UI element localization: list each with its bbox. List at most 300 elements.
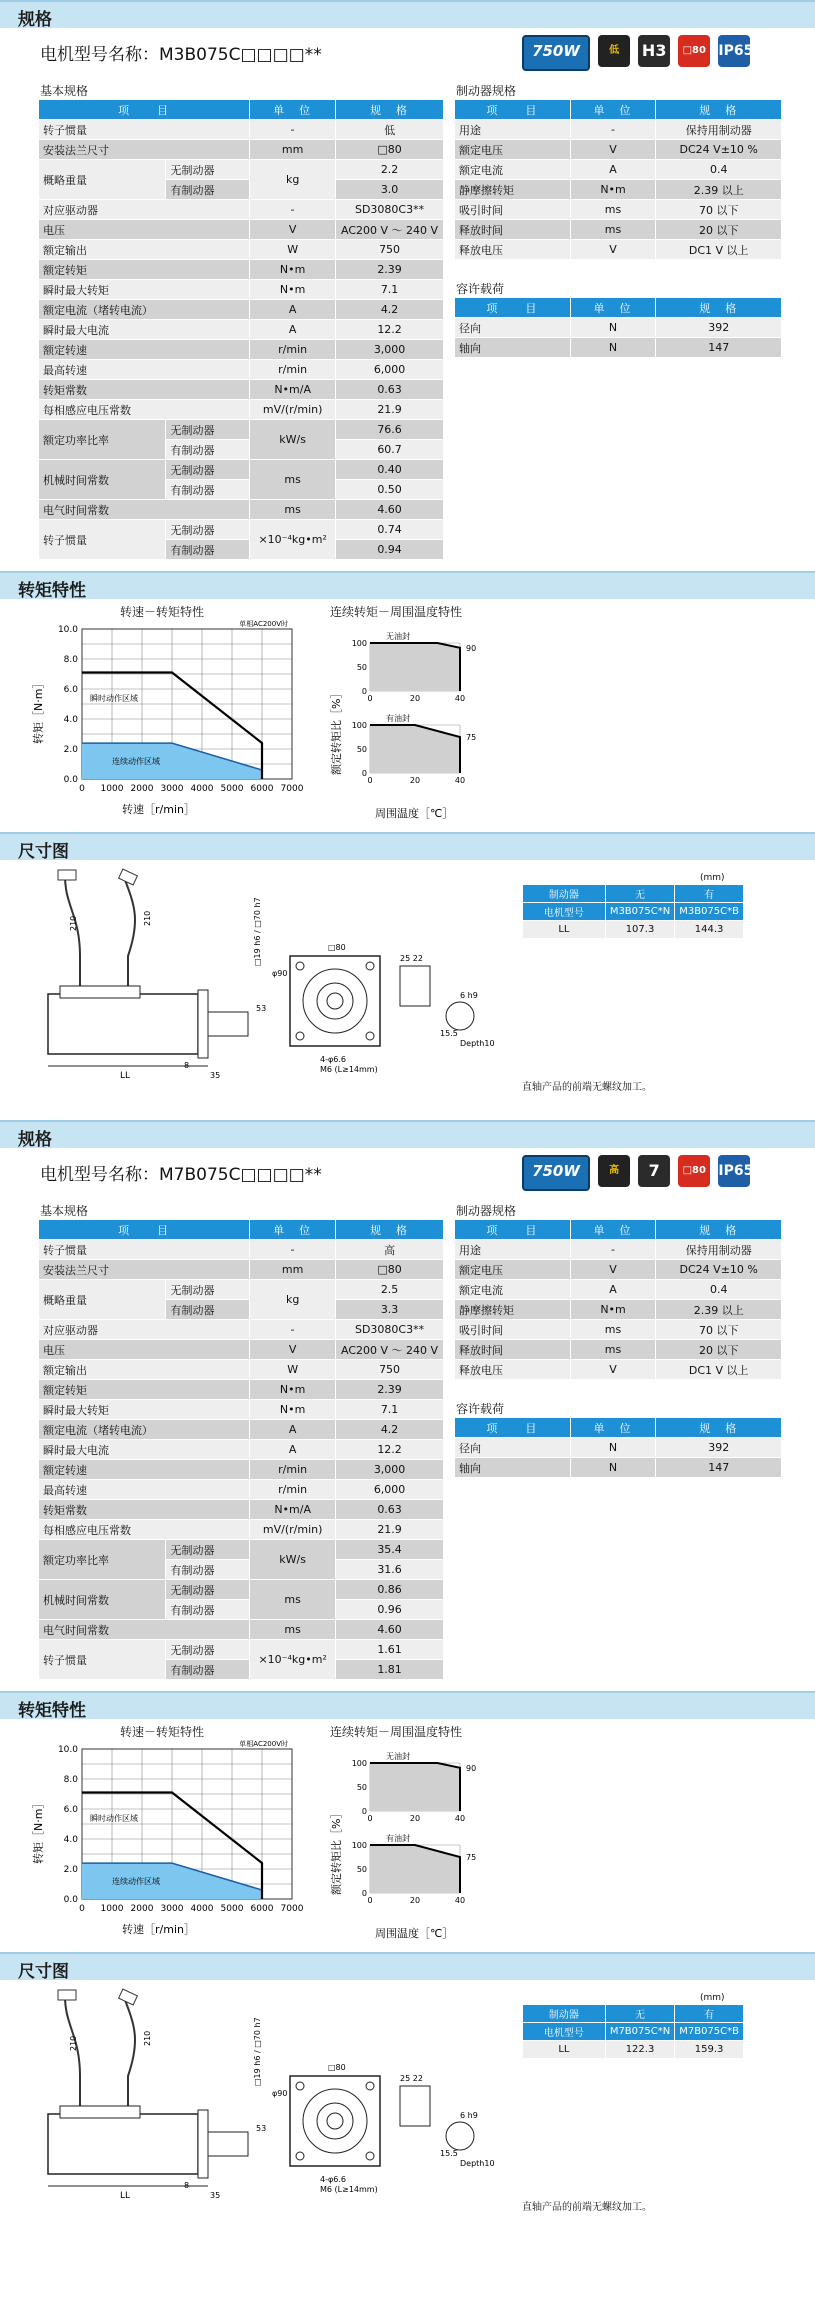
row-unit: r/min <box>250 360 336 380</box>
svg-text:LL: LL <box>120 2191 131 2201</box>
row-unit: - <box>250 200 336 220</box>
row-spec: 1.81 <box>336 1660 444 1680</box>
col-unit: 单 位 <box>570 1220 656 1240</box>
row-unit: mV/(r/min) <box>250 1520 336 1540</box>
row-unit: A <box>250 1440 336 1460</box>
dim-model-without: M7B075C*N <box>605 2023 674 2041</box>
brake-spec-table <box>454 99 782 260</box>
table-row <box>39 1480 444 1500</box>
table-row <box>39 1320 444 1340</box>
col-spec: 规 格 <box>656 298 782 318</box>
row-spec: 12.2 <box>336 320 444 340</box>
row-sub: 有制动器 <box>166 480 250 500</box>
row-item: 转矩常数 <box>39 1500 250 1520</box>
svg-text:□80: □80 <box>328 943 346 952</box>
shaft <box>208 1012 248 1036</box>
brake-spec-title: 制动器规格 <box>456 84 517 98</box>
row-spec: 4.60 <box>336 1620 444 1640</box>
row-item: 轴向 <box>455 1458 571 1478</box>
svg-text:φ90: φ90 <box>272 969 288 978</box>
y-tick-label: 0 <box>361 1889 367 1898</box>
h-badge: H3 <box>638 35 670 67</box>
row-spec: AC200 V ～ 240 V <box>336 220 444 240</box>
table-row <box>455 240 782 260</box>
y-tick-label: 0 <box>361 687 367 696</box>
row-spec: 2.2 <box>336 160 444 180</box>
dimension-note: 直轴产品的前端无螺纹加工。 <box>522 1082 652 1093</box>
row-unit: V <box>570 240 656 260</box>
x-axis-label: 周围温度［℃］ <box>375 807 454 820</box>
row-unit: mV/(r/min) <box>250 400 336 420</box>
row-spec: 750 <box>336 1360 444 1380</box>
svg-text:□80: □80 <box>328 2063 346 2072</box>
row-unit: kW/s <box>250 1540 336 1580</box>
row-item: 转子惯量 <box>39 120 250 140</box>
x-tick-label: 6000 <box>250 784 274 794</box>
x-tick-label: 3000 <box>160 784 184 794</box>
x-tick-label: 20 <box>409 1814 421 1823</box>
col-unit: 单 位 <box>570 298 656 318</box>
table-row <box>455 1260 782 1280</box>
col-item: 项 目 <box>39 100 250 120</box>
y-tick-label: 10.0 <box>57 625 78 635</box>
table-row <box>39 1280 444 1300</box>
y-tick-label: 100 <box>351 639 367 648</box>
row-spec: 低 <box>336 120 444 140</box>
limit-label: 90 <box>466 1763 477 1773</box>
row-item: 释放时间 <box>455 220 571 240</box>
row-unit: N•m <box>250 280 336 300</box>
x-tick-label: 4000 <box>190 784 214 794</box>
model-name: 电机型号名称：M7B075C□□□□** <box>40 1165 322 1185</box>
col-unit: 单 位 <box>570 1418 656 1438</box>
row-unit: A <box>570 1280 656 1300</box>
row-spec: 3,000 <box>336 1460 444 1480</box>
dimension-section-header <box>0 832 815 860</box>
row-unit: - <box>570 1240 656 1260</box>
table-row <box>39 500 444 520</box>
svg-text:6 h9: 6 h9 <box>460 991 478 1000</box>
table-row <box>455 1360 782 1380</box>
limit-label: 75 <box>466 733 477 742</box>
row-spec: 20 以下 <box>656 220 782 240</box>
table-row <box>39 520 444 540</box>
row-unit: ms <box>570 1340 656 1360</box>
single-phase-note: 单相AC200V时 <box>239 1740 288 1748</box>
seal-label: 无油封 <box>386 1752 410 1761</box>
row-spec: DC24 V±10 % <box>656 1260 782 1280</box>
col-spec: 规 格 <box>336 100 444 120</box>
row-spec: 0.4 <box>656 1280 782 1300</box>
dim-model-with: M7B075C*B <box>675 2023 744 2041</box>
svg-text:LL: LL <box>120 1071 131 1081</box>
single-phase-note: 单相AC200V时 <box>239 620 288 628</box>
row-spec: 392 <box>656 318 782 338</box>
table-row <box>39 1620 444 1640</box>
col-unit: 单 位 <box>570 100 656 120</box>
row-spec: 147 <box>656 338 782 358</box>
row-unit: r/min <box>250 1480 336 1500</box>
row-spec: 70 以下 <box>656 1320 782 1340</box>
row-spec: 31.6 <box>336 1560 444 1580</box>
row-spec: 0.96 <box>336 1600 444 1620</box>
x-tick-label: 6000 <box>250 1904 274 1914</box>
chart2-title: 连续转矩－周围温度特性 <box>330 605 463 619</box>
row-item: 安装法兰尺寸 <box>39 140 250 160</box>
section-title: 规格 <box>18 1130 52 1150</box>
row-item: 转子惯量 <box>39 520 166 560</box>
x-tick-label: 5000 <box>220 1904 244 1914</box>
table-row <box>455 200 782 220</box>
y-tick-label: 100 <box>351 1759 367 1768</box>
x-tick-label: 20 <box>409 1896 421 1905</box>
row-unit: A <box>250 320 336 340</box>
col-unit: 单 位 <box>250 1220 336 1240</box>
row-item: 电压 <box>39 1340 250 1360</box>
section-title: 尺寸图 <box>18 842 69 862</box>
shaft <box>208 2132 248 2156</box>
svg-text:M6 (L≥14mm): M6 (L≥14mm) <box>320 1065 378 1074</box>
row-spec: 12.2 <box>336 1440 444 1460</box>
row-unit: ms <box>250 500 336 520</box>
x-tick-label: 5000 <box>220 784 244 794</box>
y-tick-label: 0.0 <box>63 1895 78 1905</box>
row-item: 瞬时最大电流 <box>39 320 250 340</box>
x-tick-label: 2000 <box>130 1904 154 1914</box>
power-badge: 750W <box>522 1155 590 1191</box>
row-unit: V <box>570 140 656 160</box>
row-item: 额定电流（堵转电流） <box>39 300 250 320</box>
row-unit: V <box>250 220 336 240</box>
row-spec: 0.74 <box>336 520 444 540</box>
row-spec: 6,000 <box>336 360 444 380</box>
seal-label: 无油封 <box>386 632 410 641</box>
unit-label: (mm) <box>700 873 725 883</box>
table-header <box>39 1220 444 1240</box>
col-item: 项 目 <box>455 298 571 318</box>
row-item: 用途 <box>455 120 571 140</box>
row-unit: ms <box>250 460 336 500</box>
row-item: 额定电流 <box>455 1280 571 1300</box>
table-row <box>39 1540 444 1560</box>
spec-section-header <box>0 1120 815 1148</box>
svg-text:6 h9: 6 h9 <box>460 2111 478 2120</box>
row-item: 转子惯量 <box>39 1640 166 1680</box>
table-row <box>39 1440 444 1460</box>
dim-row-ll: LL <box>523 2041 606 2059</box>
dimension-note: 直轴产品的前端无螺纹加工。 <box>522 2202 652 2213</box>
temp-area <box>370 1845 460 1893</box>
allowable-load-title: 容许载荷 <box>456 282 505 296</box>
svg-text:35: 35 <box>210 2191 221 2200</box>
y-tick-label: 50 <box>356 1783 367 1792</box>
brake-spec-table <box>454 1219 782 1380</box>
row-unit: ms <box>570 220 656 240</box>
dim-row-model: 电机型号 <box>523 903 606 921</box>
row-spec: AC200 V ～ 240 V <box>336 1340 444 1360</box>
row-spec: SD3080C3** <box>336 200 444 220</box>
inertia-badge: 高 <box>598 1155 630 1187</box>
row-spec: 0.50 <box>336 480 444 500</box>
row-spec: 0.86 <box>336 1580 444 1600</box>
svg-text:□19 h6 / □70 h7: □19 h6 / □70 h7 <box>253 897 262 966</box>
col-unit: 单 位 <box>250 100 336 120</box>
table-row <box>39 1580 444 1600</box>
instant-region-label: 瞬时动作区域 <box>90 1814 138 1823</box>
row-sub: 有制动器 <box>166 1660 250 1680</box>
y-tick-label: 10.0 <box>57 1745 78 1755</box>
x-tick-label: 7000 <box>280 784 304 794</box>
table-row <box>39 140 444 160</box>
table-row <box>523 2041 744 2059</box>
table-row <box>39 1340 444 1360</box>
dim-col-without: 无 <box>605 2005 674 2023</box>
row-item: 额定功率比率 <box>39 1540 166 1580</box>
row-item: 最高转速 <box>39 360 250 380</box>
row-spec: 4.2 <box>336 300 444 320</box>
table-row <box>455 1320 782 1340</box>
svg-text:8: 8 <box>184 1061 190 1070</box>
row-spec: 21.9 <box>336 1520 444 1540</box>
row-unit: ms <box>570 200 656 220</box>
row-unit: N•m/A <box>250 1500 336 1520</box>
svg-text:53: 53 <box>256 1004 267 1013</box>
row-unit: N•m <box>250 1380 336 1400</box>
svg-text:15.5: 15.5 <box>440 1029 458 1038</box>
table-row <box>455 338 782 358</box>
table-row <box>39 1380 444 1400</box>
dimension-section-header <box>0 1952 815 1980</box>
x-tick-label: 4000 <box>190 1904 214 1914</box>
row-sub: 无制动器 <box>166 1580 250 1600</box>
brake-spec-title: 制动器规格 <box>456 1204 517 1218</box>
size-badge: □80 <box>678 1155 710 1187</box>
row-unit: V <box>570 1260 656 1280</box>
x-tick-label: 0 <box>79 784 85 794</box>
dimension-table <box>522 884 744 939</box>
size-badge: □80 <box>678 35 710 67</box>
y-tick-label: 4.0 <box>63 715 78 725</box>
table-row <box>455 180 782 200</box>
row-sub: 有制动器 <box>166 1560 250 1580</box>
limit-label: 90 <box>466 643 477 653</box>
row-item: 额定转速 <box>39 1460 250 1480</box>
row-unit: N <box>570 1438 656 1458</box>
row-spec: 2.39 <box>336 1380 444 1400</box>
table-row <box>39 1460 444 1480</box>
row-sub: 有制动器 <box>166 1600 250 1620</box>
basic-spec-title: 基本规格 <box>40 1204 89 1218</box>
row-item: 每相感应电压常数 <box>39 400 250 420</box>
row-item: 额定转速 <box>39 340 250 360</box>
x-tick-label: 40 <box>454 1814 466 1823</box>
row-item: 电气时间常数 <box>39 500 250 520</box>
dim-row-ll: LL <box>523 921 606 939</box>
h-badge: 7 <box>638 1155 670 1187</box>
row-item: 瞬时最大电流 <box>39 1440 250 1460</box>
x-tick-label: 7000 <box>280 1904 304 1914</box>
row-sub: 无制动器 <box>166 520 250 540</box>
row-spec: 76.6 <box>336 420 444 440</box>
table-header <box>39 100 444 120</box>
row-item: 机械时间常数 <box>39 1580 166 1620</box>
x-axis-label: 周围温度［℃］ <box>375 1927 454 1940</box>
continuous-region-label: 连续动作区域 <box>112 1877 160 1886</box>
row-unit: N <box>570 318 656 338</box>
unit-label: (mm) <box>700 1993 725 2003</box>
dim-row-model: 电机型号 <box>523 2023 606 2041</box>
row-spec: 20 以下 <box>656 1340 782 1360</box>
basic-spec-table <box>38 99 444 560</box>
row-spec: 2.39 以上 <box>656 180 782 200</box>
ip-badge: IP65 <box>718 1155 750 1187</box>
y-tick-label: 6.0 <box>63 685 78 695</box>
row-item: 轴向 <box>455 338 571 358</box>
row-item: 最高转速 <box>39 1480 250 1500</box>
section-title: 转矩特性 <box>18 1701 86 1721</box>
dim-model-without: M3B075C*N <box>605 903 674 921</box>
row-item: 每相感应电压常数 <box>39 1520 250 1540</box>
row-spec: 147 <box>656 1458 782 1478</box>
y-tick-label: 2.0 <box>63 1865 78 1875</box>
x-tick-label: 0 <box>367 776 373 785</box>
y-tick-label: 0 <box>361 769 367 778</box>
row-sub: 有制动器 <box>166 540 250 560</box>
table-header <box>455 1220 782 1240</box>
row-unit: ×10⁻⁴kg•m² <box>250 1640 336 1680</box>
row-spec: 1.61 <box>336 1640 444 1660</box>
torque-section-header <box>0 571 815 599</box>
x-tick-label: 1000 <box>100 1904 124 1914</box>
row-spec: 0.94 <box>336 540 444 560</box>
dim-ll-without: 107.3 <box>605 921 674 939</box>
row-item: 额定功率比率 <box>39 420 166 460</box>
row-spec: 21.9 <box>336 400 444 420</box>
y-axis-label: 转矩［N·m］ <box>32 1797 45 1864</box>
table-row <box>39 240 444 260</box>
y-tick-label: 50 <box>356 745 367 754</box>
row-spec: SD3080C3** <box>336 1320 444 1340</box>
table-row <box>39 300 444 320</box>
row-item: 静摩擦转矩 <box>455 180 571 200</box>
temp-area <box>370 643 460 691</box>
row-item: 额定电流（堵转电流） <box>39 1420 250 1440</box>
allowable-load-table <box>454 1417 782 1478</box>
speed-torque-chart <box>30 615 310 825</box>
row-sub: 有制动器 <box>166 180 250 200</box>
table-row <box>39 1400 444 1420</box>
row-unit: ms <box>570 1320 656 1340</box>
row-sub: 无制动器 <box>166 1640 250 1660</box>
row-item: 额定转矩 <box>39 1380 250 1400</box>
row-spec: 0.40 <box>336 460 444 480</box>
x-tick-label: 40 <box>454 776 466 785</box>
x-tick-label: 0 <box>367 1896 373 1905</box>
y-tick-label: 50 <box>356 1865 367 1874</box>
svg-text:25 22: 25 22 <box>400 2074 423 2083</box>
table-row <box>455 1240 782 1260</box>
row-item: 转矩常数 <box>39 380 250 400</box>
row-spec: 750 <box>336 240 444 260</box>
continuous-area <box>82 743 262 779</box>
svg-text:210: 210 <box>69 2035 78 2051</box>
row-item: 电气时间常数 <box>39 1620 250 1640</box>
row-unit: ×10⁻⁴kg•m² <box>250 520 336 560</box>
table-row <box>39 1240 444 1260</box>
row-item: 电压 <box>39 220 250 240</box>
table-row <box>39 1260 444 1280</box>
limit-label: 75 <box>466 1853 477 1862</box>
svg-text:□19 h6 / □70 h7: □19 h6 / □70 h7 <box>253 2017 262 2086</box>
table-row <box>39 1640 444 1660</box>
row-spec: 高 <box>336 1240 444 1260</box>
row-sub: 无制动器 <box>166 460 250 480</box>
row-unit: N•m <box>570 180 656 200</box>
row-spec: 0.63 <box>336 1500 444 1520</box>
y-tick-label: 8.0 <box>63 655 78 665</box>
svg-text:210: 210 <box>143 2030 152 2046</box>
row-spec: 70 以下 <box>656 200 782 220</box>
section-title: 规格 <box>18 10 52 30</box>
row-spec: 392 <box>656 1438 782 1458</box>
row-spec: □80 <box>336 140 444 160</box>
seal-label: 有油封 <box>386 1834 410 1843</box>
col-item: 项 目 <box>455 100 571 120</box>
table-row <box>39 1360 444 1380</box>
torque-section-header <box>0 1691 815 1719</box>
y-axis-label: 额定转矩比［%］ <box>330 1807 343 1895</box>
table-row <box>39 380 444 400</box>
table-header <box>455 298 782 318</box>
row-spec: 4.60 <box>336 500 444 520</box>
row-spec: 4.2 <box>336 1420 444 1440</box>
table-row <box>455 1300 782 1320</box>
row-spec: 3.0 <box>336 180 444 200</box>
row-unit: W <box>250 1360 336 1380</box>
row-spec: DC1 V 以上 <box>656 1360 782 1380</box>
x-tick-label: 3000 <box>160 1904 184 1914</box>
row-sub: 无制动器 <box>166 1280 250 1300</box>
row-unit: mm <box>250 1260 336 1280</box>
row-spec: 60.7 <box>336 440 444 460</box>
table-row <box>39 1420 444 1440</box>
table-row <box>39 340 444 360</box>
row-spec: □80 <box>336 1260 444 1280</box>
temp-area <box>370 1763 460 1811</box>
row-unit: - <box>250 1320 336 1340</box>
motor-body <box>48 994 198 1054</box>
row-item: 径向 <box>455 318 571 338</box>
x-axis-label: 转速［r/min］ <box>122 1923 195 1936</box>
table-row <box>39 160 444 180</box>
row-unit: N•m <box>570 1300 656 1320</box>
connector-icon <box>58 870 76 880</box>
table-row <box>39 400 444 420</box>
table-row <box>39 1520 444 1540</box>
basic-spec-table <box>38 1219 444 1680</box>
x-tick-label: 40 <box>454 694 466 703</box>
dim-ll-without: 122.3 <box>605 2041 674 2059</box>
col-spec: 规 格 <box>656 100 782 120</box>
y-tick-label: 100 <box>351 1841 367 1850</box>
power-badge: 750W <box>522 35 590 71</box>
dim-col-with: 有 <box>675 2005 744 2023</box>
row-unit: r/min <box>250 340 336 360</box>
row-sub: 有制动器 <box>166 1300 250 1320</box>
inertia-badge: 低 <box>598 35 630 67</box>
dimension-table <box>522 2004 744 2059</box>
row-item: 释放电压 <box>455 1360 571 1380</box>
